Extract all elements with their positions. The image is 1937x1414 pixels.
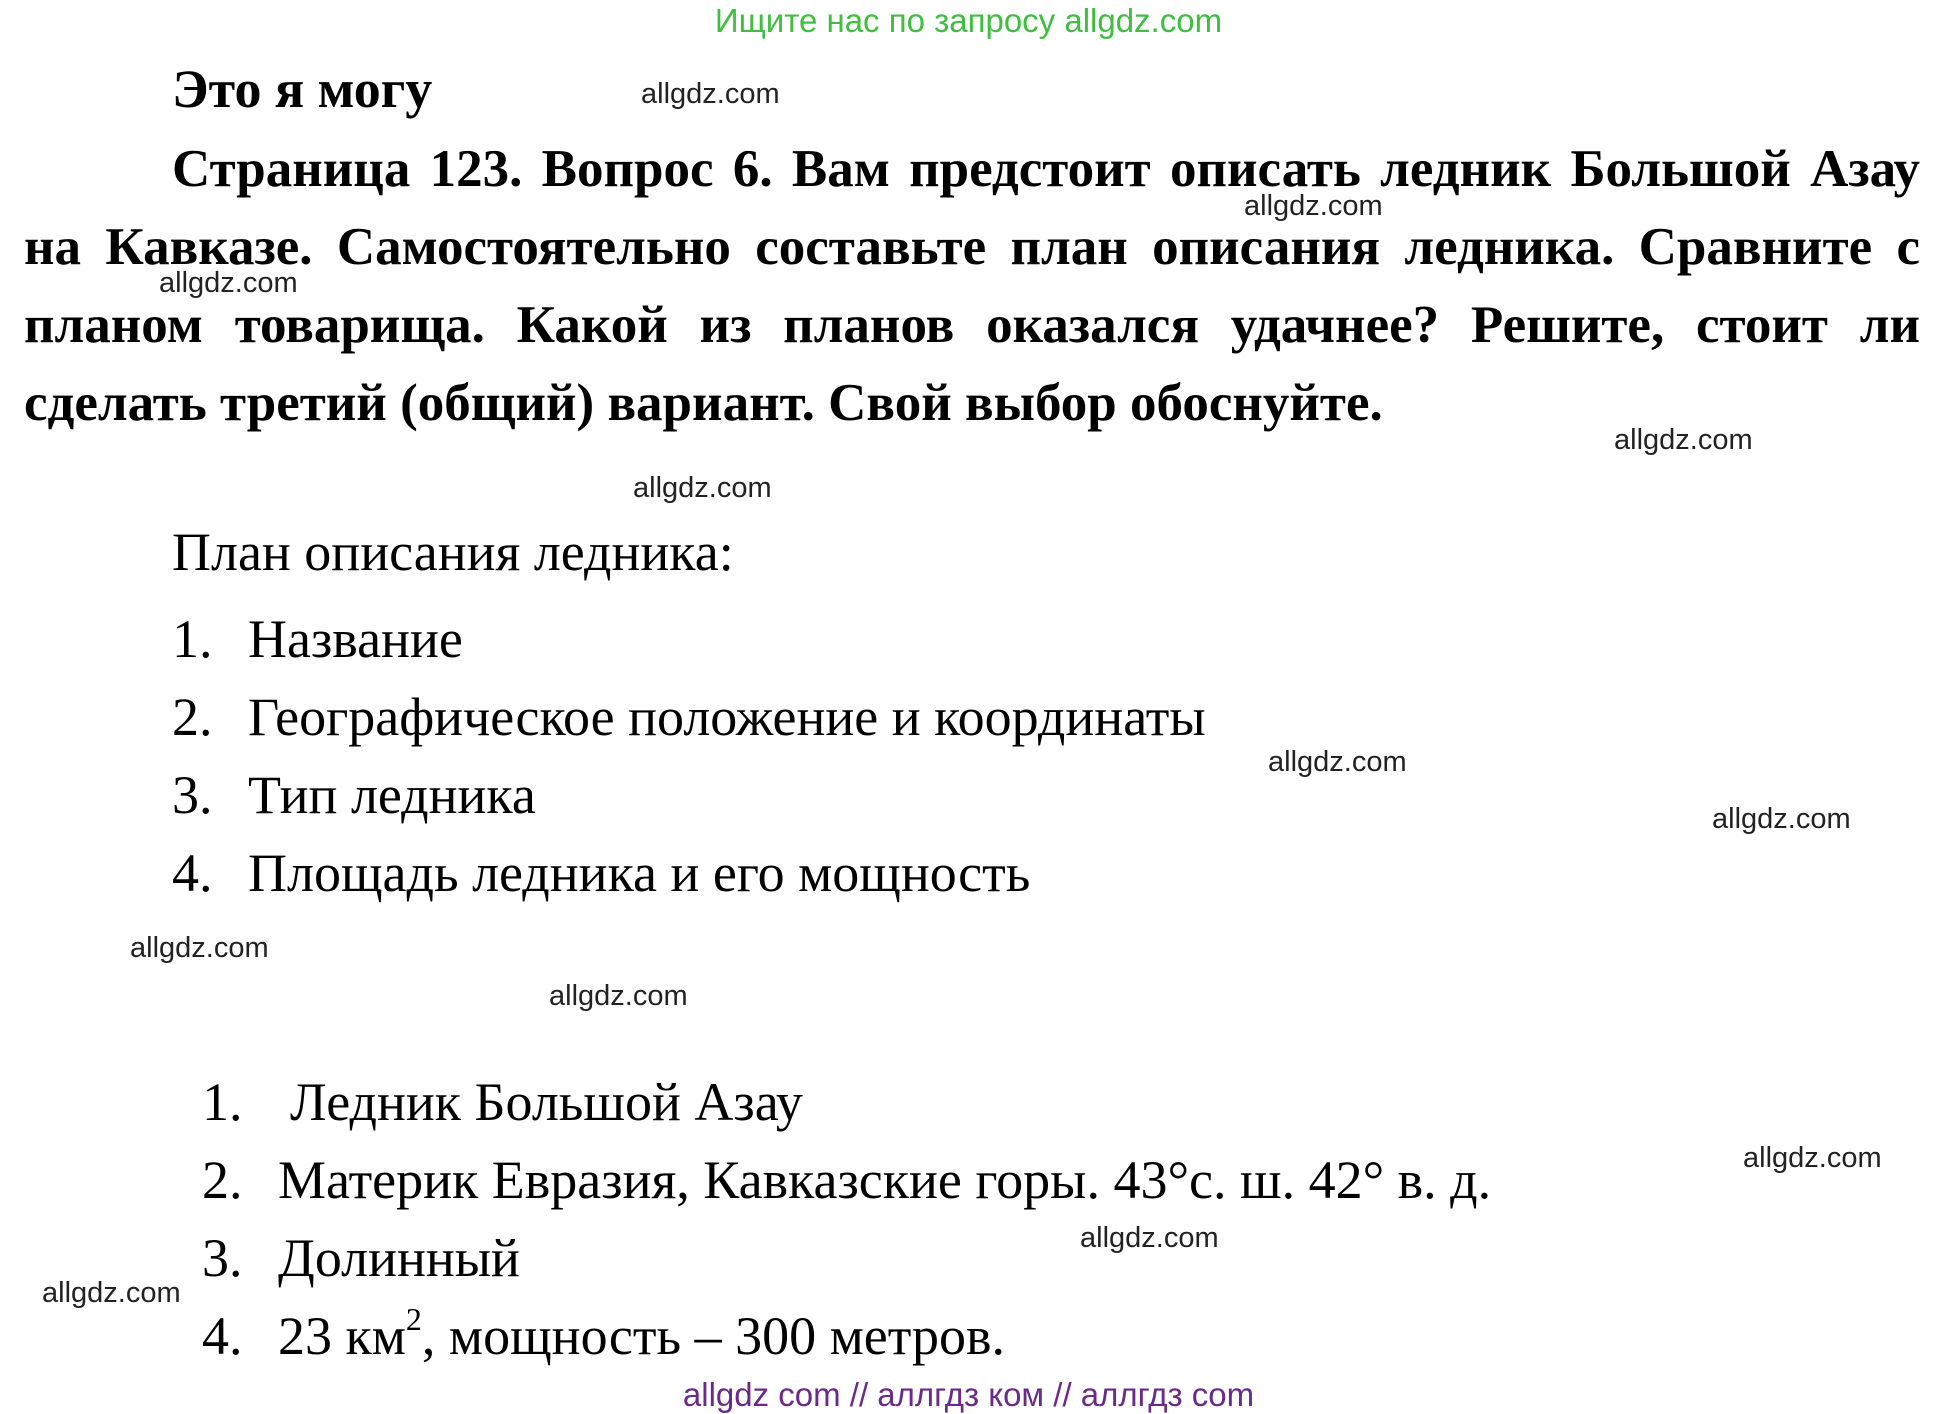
- answer-item: [202, 1141, 1491, 1219]
- answer-item-text-pre: 23 км: [278, 1306, 406, 1366]
- watermark: allgdz.com: [159, 267, 298, 299]
- watermark: allgdz.com: [641, 78, 780, 110]
- plan-item-number: 4.: [172, 843, 213, 903]
- watermark: allgdz.com: [1743, 1142, 1882, 1174]
- answer-item-text: Долинный: [278, 1228, 520, 1288]
- answer-item: [202, 1063, 1491, 1141]
- superscript-exponent: 2: [405, 1301, 422, 1337]
- plan-item: [172, 756, 1206, 834]
- plan-item-number: 1.: [172, 609, 213, 669]
- bottom-banner: allgdz com // аллгдз ком // аллгдз com: [682, 1376, 1255, 1413]
- watermark: allgdz.com: [1244, 190, 1383, 222]
- answer-item-text: Материк Евразия, Кавказские горы. 43°с. ш. 42° в. д.: [278, 1150, 1492, 1210]
- answer-item-text-post: , мощность – 300 метров.: [421, 1306, 1006, 1366]
- answer-item: [202, 1297, 1491, 1375]
- plan-list: [172, 600, 1206, 912]
- watermark: allgdz.com: [42, 1277, 181, 1309]
- watermark: allgdz.com: [1080, 1222, 1219, 1254]
- answer-item: [202, 1219, 1491, 1297]
- answer-list: [202, 1063, 1491, 1375]
- plan-item-text: Площадь ледника и его мощность: [248, 843, 1031, 903]
- watermark: allgdz.com: [1268, 746, 1407, 778]
- plan-item: [172, 834, 1206, 912]
- watermark: allgdz.com: [1614, 424, 1753, 456]
- question-text: Страница 123. Вопрос 6. Вам предстоит описать ледник Большой Азау на Кавказе. Самостоятельно составьте план описания ледника. Сравните с планом товарища. Какой из планов оказался удачнее? Решите, стоит ли сделать третий (общий) вариант. Свой выбор обоснуйте.: [24, 140, 1920, 432]
- plan-item-text: Тип ледника: [248, 765, 536, 825]
- answer-item-number: 4.: [202, 1306, 243, 1366]
- section-heading: Это я могу: [172, 59, 433, 119]
- watermark: allgdz.com: [130, 932, 269, 964]
- top-banner: Ищите нас по запросу allgdz.com: [714, 2, 1223, 39]
- plan-item: [172, 678, 1206, 756]
- plan-title: План описания ледника:: [172, 522, 734, 582]
- answer-item-number: 2.: [202, 1150, 243, 1210]
- plan-item-number: 2.: [172, 687, 213, 747]
- plan-item-text: Название: [248, 609, 463, 669]
- watermark: allgdz.com: [633, 472, 772, 504]
- watermark: allgdz.com: [549, 980, 688, 1012]
- plan-item-text: Географическое положение и координаты: [248, 687, 1206, 747]
- plan-item: [172, 600, 1206, 678]
- plan-item-number: 3.: [172, 765, 213, 825]
- answer-item-number: 3.: [202, 1228, 243, 1288]
- answer-item-text: Ледник Большой Азау: [290, 1072, 803, 1132]
- answer-item-number: 1.: [202, 1072, 243, 1132]
- watermark: allgdz.com: [1712, 803, 1851, 835]
